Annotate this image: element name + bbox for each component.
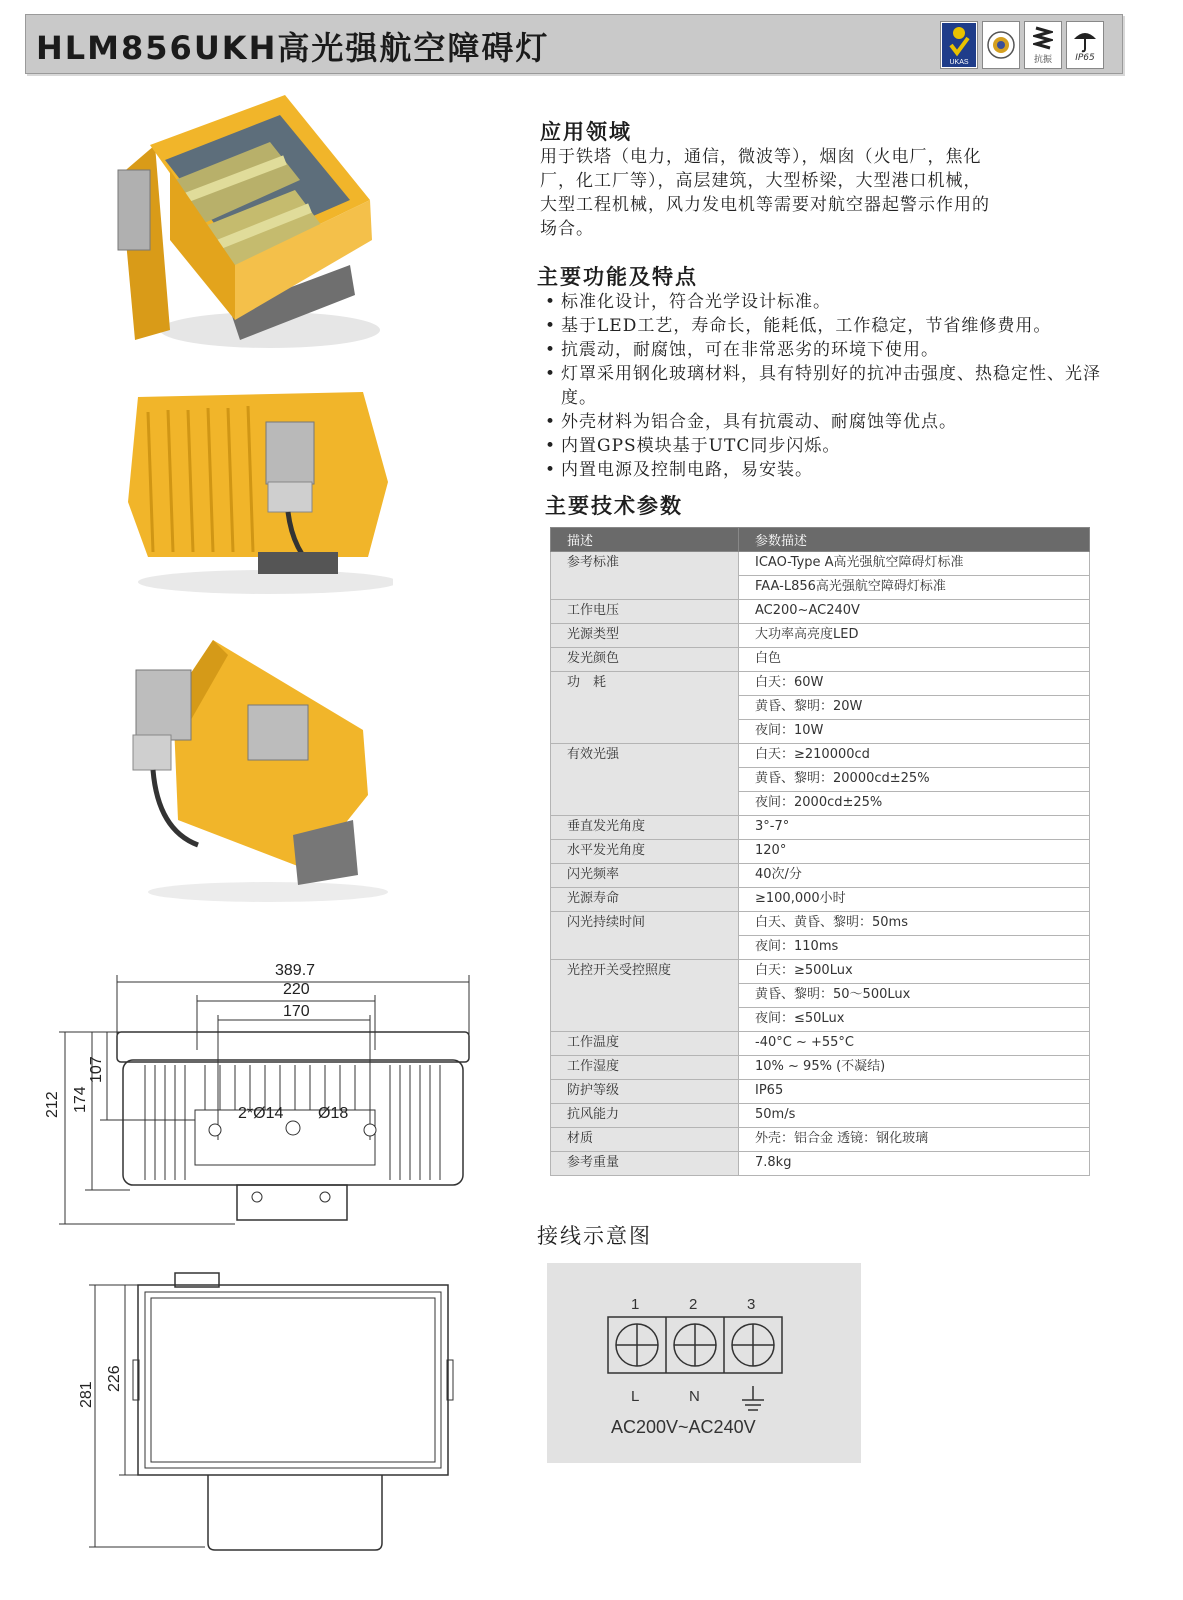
spec-label: 光源类型 <box>551 624 739 648</box>
spec-label: 光源寿命 <box>551 888 739 912</box>
feature-item: • 标准化设计，符合光学设计标准。 <box>543 290 1163 314</box>
ukas-badge <box>940 21 978 69</box>
spec-table <box>550 527 1090 1176</box>
ground-icon <box>742 1386 764 1410</box>
spec-label: 有效光强 <box>551 744 739 816</box>
ip65-badge-label: IP65 <box>1075 53 1095 63</box>
spec-value: 白色 <box>739 648 1090 672</box>
spec-label: 水平发光角度 <box>551 840 739 864</box>
spec-row <box>551 960 1090 984</box>
spec-row <box>551 864 1090 888</box>
spec-row <box>551 1080 1090 1104</box>
page-header <box>25 14 1123 74</box>
spec-row <box>551 552 1090 576</box>
application-heading: 应用领域 <box>540 120 632 144</box>
terminal-number: 2 <box>689 1296 698 1313</box>
application-line: 用于铁塔（电力，通信，微波等），烟囱（火电厂，焦化 <box>540 147 982 167</box>
feature-item: • 内置电源及控制电路，易安装。 <box>543 458 1163 482</box>
spec-label: 工作湿度 <box>551 1056 739 1080</box>
spec-col-header-description: 描述 <box>551 528 739 552</box>
spec-value: 3°-7° <box>739 816 1090 840</box>
spec-row <box>551 912 1090 936</box>
spec-row <box>551 840 1090 864</box>
product-photo-front <box>110 90 380 355</box>
spec-table-body <box>551 552 1090 1176</box>
spec-value: ≥100,000小时 <box>739 888 1090 912</box>
spec-label: 参考标准 <box>551 552 739 600</box>
application-line: 厂，化工厂等），高层建筑，大型桥梁，大型港口机械， <box>540 171 982 191</box>
spec-row <box>551 600 1090 624</box>
spec-value: ICAO-Type A高光强航空障碍灯标准 <box>739 552 1090 576</box>
features-heading: 主要功能及特点 <box>537 265 698 289</box>
spec-value: 外壳：铝合金 透镜：钢化玻璃 <box>739 1128 1090 1152</box>
spec-label: 抗风能力 <box>551 1104 739 1128</box>
spec-row <box>551 672 1090 696</box>
spec-row <box>551 1032 1090 1056</box>
application-line: 大型工程机械，风力发电机等需要对航空器起警示作用的 <box>540 195 990 215</box>
wiring-heading: 接线示意图 <box>537 1224 652 1248</box>
spec-value: FAA-L856高光强航空障碍灯标准 <box>739 576 1090 600</box>
spec-label: 垂直发光角度 <box>551 816 739 840</box>
dim-hole-spacing: 170 <box>283 1003 310 1020</box>
dim-overall-width: 389.7 <box>275 962 316 979</box>
spec-label: 工作电压 <box>551 600 739 624</box>
feature-item: • 灯罩采用钢化玻璃材料，具有特别好的抗冲击强度、热稳定性、光泽度。 <box>543 362 1133 410</box>
feature-item: • 基于LED工艺，寿命长，能耗低，工作稳定，节省维修费用。 <box>543 314 1163 338</box>
dim-body-depth: 226 <box>106 1365 123 1392</box>
ukas-check-icon <box>942 23 976 67</box>
spec-row <box>551 1152 1090 1176</box>
dim-mount-height: 107 <box>88 1056 105 1083</box>
application-line: 场合。 <box>540 219 594 239</box>
spec-label: 工作温度 <box>551 1032 739 1056</box>
certification-seal-icon <box>986 30 1016 60</box>
page-title: HLM856UKH高光强航空障碍灯 <box>36 29 550 67</box>
spec-label: 闪光持续时间 <box>551 912 739 960</box>
spec-label: 光控开关受控照度 <box>551 960 739 1032</box>
application-text <box>540 145 1120 241</box>
ukas-badge-label: UKAS <box>949 59 969 66</box>
spec-label: 闪光频率 <box>551 864 739 888</box>
spec-value: 夜间：10W <box>739 720 1090 744</box>
dim-overall-depth: 281 <box>78 1381 95 1408</box>
terminal-label-neutral: N <box>689 1388 700 1405</box>
spec-value: 50m/s <box>739 1104 1090 1128</box>
spec-value: 黄昏、黎明：20W <box>739 696 1090 720</box>
spec-row <box>551 1128 1090 1152</box>
certification-badge <box>982 21 1020 69</box>
spec-value: 黄昏、黎明：20000cd±25% <box>739 768 1090 792</box>
product-photo-rear <box>118 382 393 597</box>
spec-value: 120° <box>739 840 1090 864</box>
product-photo-side <box>118 630 388 910</box>
front-dimension-drawing <box>45 960 485 1232</box>
spec-row <box>551 1056 1090 1080</box>
spec-value: 7.8kg <box>739 1152 1090 1176</box>
spec-value: 夜间：≤50Lux <box>739 1008 1090 1032</box>
spec-row <box>551 888 1090 912</box>
spec-row <box>551 648 1090 672</box>
spec-value: 夜间：2000cd±25% <box>739 792 1090 816</box>
spec-value: 白天：60W <box>739 672 1090 696</box>
ip65-badge <box>1066 21 1104 69</box>
feature-item: • 内置GPS模块基于UTC同步闪烁。 <box>543 434 1163 458</box>
umbrella-icon <box>1072 27 1098 53</box>
spec-value: 白天：≥500Lux <box>739 960 1090 984</box>
spec-label: 参考重量 <box>551 1152 739 1176</box>
spec-value: IP65 <box>739 1080 1090 1104</box>
spec-value: AC200~AC240V <box>739 600 1090 624</box>
spec-value: 夜间：110ms <box>739 936 1090 960</box>
top-dimension-drawing <box>85 1265 465 1555</box>
features-list <box>543 290 1163 482</box>
wiring-diagram <box>547 1263 861 1463</box>
wiring-voltage: AC200V~AC240V <box>611 1417 756 1437</box>
spec-value: -40°C ~ +55°C <box>739 1032 1090 1056</box>
spec-label: 发光颜色 <box>551 648 739 672</box>
vibration-badge-label: 抗振 <box>1033 54 1052 65</box>
spec-row <box>551 816 1090 840</box>
spec-value: 10% ~ 95% (不凝结) <box>739 1056 1090 1080</box>
vibration-spring-icon <box>1033 26 1053 52</box>
spec-label: 功 耗 <box>551 672 739 744</box>
spec-row <box>551 624 1090 648</box>
spec-value: 大功率高亮度LED <box>739 624 1090 648</box>
spec-value: 黄昏、黎明：50～500Lux <box>739 984 1090 1008</box>
spec-label: 防护等级 <box>551 1080 739 1104</box>
spec-table-header-row <box>551 528 1090 552</box>
spec-value: 40次/分 <box>739 864 1090 888</box>
dim-body-height: 174 <box>72 1086 89 1113</box>
dim-mount-width: 220 <box>283 981 310 998</box>
spec-col-header-value: 参数描述 <box>739 528 1090 552</box>
dim-large-hole: Ø18 <box>318 1105 349 1122</box>
terminal-number: 1 <box>631 1296 640 1313</box>
terminal-label-live: L <box>631 1388 640 1405</box>
spec-row <box>551 744 1090 768</box>
spec-value: 白天：≥210000cd <box>739 744 1090 768</box>
spec-label: 材质 <box>551 1128 739 1152</box>
spec-row <box>551 1104 1090 1128</box>
vibration-badge <box>1024 21 1062 69</box>
specs-heading: 主要技术参数 <box>545 494 683 518</box>
spec-value: 白天、黄昏、黎明：50ms <box>739 912 1090 936</box>
feature-item: • 外壳材料为铝合金，具有抗震动、耐腐蚀等优点。 <box>543 410 1163 434</box>
terminal-number: 3 <box>747 1296 756 1313</box>
dim-overall-height: 212 <box>44 1091 61 1118</box>
feature-item: • 抗震动，耐腐蚀，可在非常恶劣的环境下使用。 <box>543 338 1163 362</box>
dim-small-holes: 2*Ø14 <box>238 1105 284 1122</box>
